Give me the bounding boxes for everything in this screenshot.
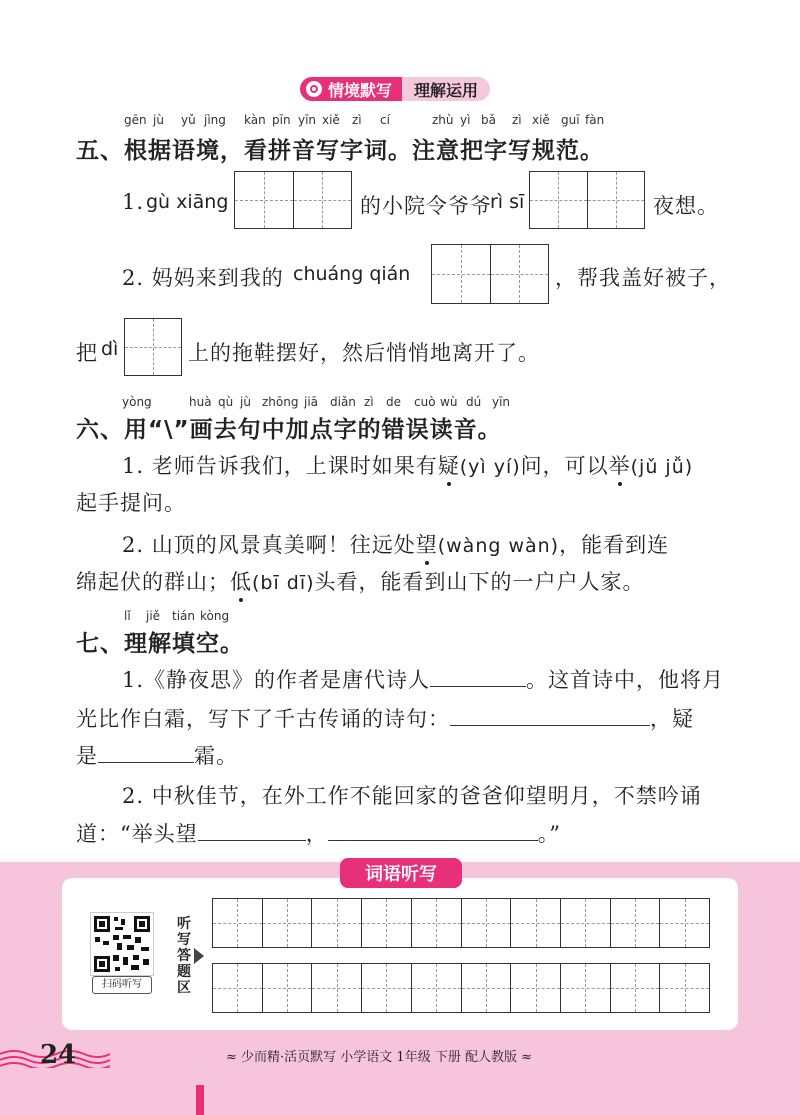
- pinyin: yīn: [298, 113, 317, 127]
- s7-q1-text-a: 1.《静夜思》的作者是唐代诗人: [122, 668, 431, 692]
- reading-choice[interactable]: (bī dī): [252, 572, 315, 594]
- s6-q2-text-d: 头看，能看到山下的一户户人家。: [314, 570, 645, 594]
- pinyin: kòng: [200, 609, 230, 623]
- pinyin: zhōng: [262, 395, 299, 409]
- page-number: 24: [40, 1040, 77, 1070]
- pinyin: zì: [364, 395, 374, 409]
- dictation-grid-row[interactable]: [212, 963, 710, 1013]
- reading-choice[interactable]: (jǔ jǚ): [630, 456, 694, 478]
- dotted-char: 举: [608, 454, 631, 478]
- pinyin: guī: [561, 113, 580, 127]
- pinyin: jù: [240, 395, 251, 409]
- s7-q1-line3: [76, 740, 238, 770]
- s6-q1-line1: [122, 450, 693, 480]
- s6-q1-text-a: 1. 老师告诉我们，上课时如果有: [122, 454, 438, 478]
- s7-q2-line1: 2. 中秋佳节，在外工作不能回家的爸爸仰望明月，不禁吟诵: [122, 784, 702, 808]
- pinyin: yòng: [122, 395, 152, 409]
- s6-q2-text-b: ，能看到连: [559, 533, 670, 557]
- pinyin: kàn: [244, 113, 266, 127]
- pinyin: zhù: [432, 113, 454, 127]
- q2-text-4: 上的拖鞋摆好，然后悄悄地离开了。: [188, 341, 540, 365]
- pinyin: zì: [352, 113, 362, 127]
- dotted-char: 望: [415, 533, 438, 557]
- section6-heading: 六、用“\”画去句中加点字的错误读音。: [76, 417, 502, 443]
- s7-q2-line2: [76, 818, 561, 848]
- s7-q1-line1: [122, 664, 724, 694]
- pinyin: pīn: [272, 113, 291, 127]
- pinyin: cí: [380, 113, 390, 127]
- pinyin: yì: [460, 113, 471, 127]
- pinyin: xiě: [532, 113, 550, 127]
- pinyin: bǎ: [481, 113, 496, 127]
- pinyin: yǔ: [181, 113, 196, 127]
- pinyin: jiā: [304, 395, 319, 409]
- s7-q2-text-d: 。”: [537, 822, 561, 846]
- dictation-grid-row[interactable]: [212, 898, 710, 948]
- section5-heading: 五、根据语境，看拼音写字词。注意把字写规范。: [76, 138, 604, 164]
- fill-blank[interactable]: [430, 666, 526, 687]
- q2-pinyin-2: dì: [101, 338, 119, 360]
- pinyin: jù: [153, 113, 164, 127]
- badge-icon: [306, 81, 322, 97]
- qr-label: 扫码听写: [92, 976, 152, 994]
- s7-q1-text-d: ，疑: [650, 707, 694, 731]
- qr-code-icon[interactable]: [90, 912, 154, 976]
- fill-blank[interactable]: [450, 705, 650, 726]
- pinyin: zì: [512, 113, 522, 127]
- pinyin: cuò: [414, 395, 436, 409]
- answer-grid-2[interactable]: [431, 244, 549, 304]
- pinyin: lǐ: [124, 609, 131, 623]
- pinyin: huà: [189, 395, 212, 409]
- dictation-tab: 词语听写: [340, 858, 462, 888]
- pinyin: de: [386, 395, 401, 409]
- s6-q2-line2: [76, 566, 645, 596]
- s6-q1-line2: 起手提问。: [76, 491, 186, 515]
- q2-text-1: 2. 妈妈来到我的: [122, 266, 284, 290]
- s7-q2-text-c: ，: [305, 822, 328, 846]
- qr-code-graphic: [91, 913, 153, 975]
- s6-q2-text-a: 2. 山顶的风景真美啊！往远处: [122, 533, 416, 557]
- pinyin: fàn: [585, 113, 605, 127]
- pinyin: qù: [218, 395, 234, 409]
- badge-left: [300, 77, 402, 101]
- q2-text-2: ，帮我盖好被子，: [555, 266, 731, 290]
- reading-choice[interactable]: (yì yí): [459, 456, 521, 478]
- arrow-right-icon: [194, 948, 204, 964]
- pinyin: yīn: [492, 395, 511, 409]
- badge-right-label: 理解运用: [414, 80, 479, 100]
- s7-q2-text-b: 道：“举头望: [76, 822, 198, 846]
- dictation-side-label: 听写答题区: [177, 916, 191, 996]
- q1-pinyin-2: rì sī: [490, 191, 525, 213]
- q1-pinyin-1: gù xiāng: [146, 191, 229, 213]
- fill-blank[interactable]: [328, 820, 538, 841]
- pinyin: dú: [466, 395, 482, 409]
- pinyin: jiě: [146, 609, 161, 623]
- s7-q1-line2: [76, 703, 694, 733]
- s7-q1-text-b: 。这首诗中，他将月: [526, 668, 725, 692]
- pinyin: gēn: [124, 113, 147, 127]
- pinyin: jìng: [204, 113, 226, 127]
- s6-q2-text-c: 绵起伏的群山；: [76, 570, 230, 594]
- badge-right: [402, 77, 490, 101]
- pinyin: wù: [440, 395, 458, 409]
- pinyin: diǎn: [330, 395, 356, 409]
- reading-choice[interactable]: (wàng wàn): [437, 535, 560, 557]
- s6-q1-text-b: 问，可以: [520, 454, 609, 478]
- dotted-char: 疑: [437, 454, 460, 478]
- answer-grid-2[interactable]: [234, 171, 352, 229]
- q1-text-1: 的小院令爷爷: [360, 194, 492, 218]
- s6-q2-line1: [122, 529, 669, 559]
- q2-pinyin-1: chuáng qián: [293, 263, 411, 285]
- answer-grid-1[interactable]: [124, 318, 182, 376]
- s7-q1-text-c: 光比作白霜，写下了千古传诵的诗句：: [76, 707, 450, 731]
- fill-blank[interactable]: [198, 820, 306, 841]
- fill-blank[interactable]: [98, 742, 194, 763]
- pinyin: xiě: [322, 113, 340, 127]
- section-badge: [300, 76, 490, 102]
- section7-heading: 七、理解填空。: [76, 631, 244, 657]
- q1-text-2: 夜想。: [653, 194, 719, 218]
- s7-q1-text-e: 是: [76, 744, 98, 768]
- dotted-char: 低: [230, 570, 252, 594]
- answer-grid-2[interactable]: [529, 171, 645, 229]
- q2-text-3: 把: [76, 341, 98, 365]
- footer-text: ≈ 少而精·活页默写 小学语文 1年级 下册 配人教版 ≈: [226, 1050, 532, 1065]
- q1-number: 1.: [122, 190, 145, 214]
- badge-left-label: 情境默写: [328, 80, 393, 100]
- s7-q1-text-f: 霜。: [194, 744, 238, 768]
- edge-marker: [196, 1085, 204, 1115]
- pinyin: tián: [172, 609, 195, 623]
